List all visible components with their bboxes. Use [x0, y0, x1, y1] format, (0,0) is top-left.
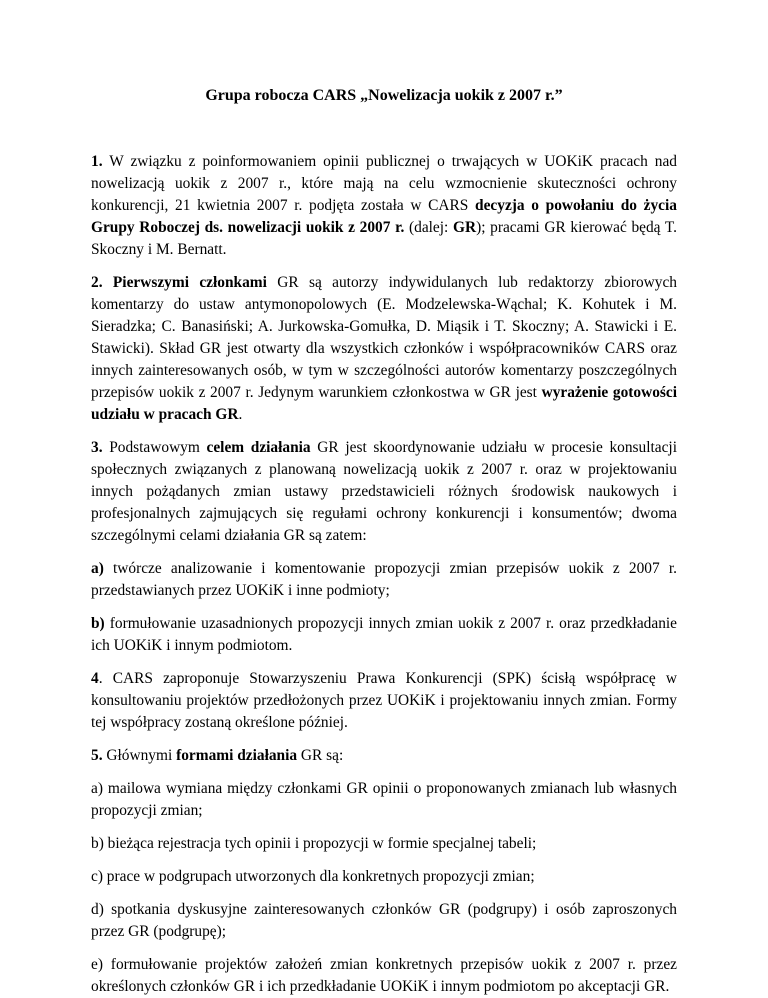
- text-run: GR są autorzy indywidulanych lub redaktorzy zbiorowych komentarzy do ustaw antymonopolowych (E. Modzelewska-Wąchal; K. Kohutek i M. Sieradzka; C. Banasiński; A. Jurkowska-Gomułka, D. Miąsik i T. Skoczny; A. Stawicki i E. Stawicki). Skład GR jest otwarty dla wszystkich członków i współpracowników CARS oraz innych zainteresowanych osób, w tym w szczególności autorów komentarzy poszczególnych przepisów uokik z 2007 r. Jedynym warunkiem członkostwa w GR jest: [91, 274, 677, 401]
- text-run: W związku z poinformowaniem opinii publicznej o trwających w UOKiK pracach nad nowelizacją uokik z 2007 r., które mają na celu wzmocnienie skuteczności ochrony konkurencji, 21 kwietnia 2007 r. podjęta została w CARS: [91, 153, 677, 214]
- bold-text: GR: [452, 219, 477, 236]
- paragraph: [91, 272, 677, 426]
- paragraph: [91, 833, 677, 855]
- bold-text: 2. Pierwszymi członkami: [91, 274, 267, 291]
- bold-text: 1.: [91, 153, 103, 170]
- paragraph: [91, 151, 677, 261]
- text-run: GR jest skoordynowanie udziału w procesie konsultacji społecznych związanych z planowaną nowelizacją uokik z 2007 r. oraz w projektowaniu innych pożądanych zmian ustawy przedstawicieli różnych środowisk naukowych i profesjonalnych zajmujących się regułami ochrony konkurencji i konsumentów; dwoma szczególnymi celami działania GR są zatem:: [91, 439, 677, 544]
- document-body: [91, 151, 677, 998]
- bold-text: decyzja o powołaniu do życia Grupy Roboczej ds. nowelizacji uokik z 2007 r.: [91, 197, 677, 236]
- paragraph: [91, 954, 677, 998]
- paragraph: [91, 899, 677, 943]
- text-run: a) mailowa wymiana między członkami GR opinii o proponowanych zmianach lub własnych propozycji zmian;: [91, 780, 677, 819]
- text-run: (dalej:: [404, 219, 453, 236]
- bold-text: b): [91, 615, 105, 632]
- bold-text: celem działania: [206, 439, 311, 456]
- text-run: Głównymi: [102, 747, 177, 764]
- text-run: . CARS zaproponuje Stowarzyszeniu Prawa Konkurencji (SPK) ścisłą współpracę w konsultowaniu projektów przedłożonych przez UOKiK i projektowaniu innych zmian. Formy tej współpracy zostaną określone później.: [91, 670, 677, 731]
- text-run: e) formułowanie projektów założeń zmian konkretnych przepisów uokik z 2007 r. przez określonych członków GR i ich przedkładanie UOKiK i innym podmiotom po akceptacji GR.: [91, 956, 677, 995]
- document-title: Grupa robocza CARS „Nowelizacja uokik z 2007 r.”: [205, 87, 563, 104]
- paragraph: [91, 437, 677, 547]
- text-run: Podstawowym: [102, 439, 207, 456]
- text-run: d) spotkania dyskusyjne zainteresowanych członków GR (podgrupy) i osób zaproszonych przez GR (podgrupę);: [91, 901, 677, 940]
- paragraph: [91, 613, 677, 657]
- paragraph: [91, 778, 677, 822]
- bold-text: 4: [91, 670, 99, 687]
- text-run: ); pracami GR kierować będą T. Skoczny i M. Bernatt.: [91, 219, 677, 258]
- paragraph: [91, 866, 677, 888]
- text-run: c) prace w podgrupach utworzonych dla konkretnych propozycji zmian;: [91, 868, 535, 885]
- text-run: twórcze analizowanie i komentowanie propozycji zmian przepisów uokik z 2007 r. przedstawianych przez UOKiK i inne podmioty;: [91, 560, 677, 599]
- text-run: b) bieżąca rejestracja tych opinii i propozycji w formie specjalnej tabeli;: [91, 835, 537, 852]
- text-run: .: [238, 406, 243, 423]
- bold-text: 5.: [91, 747, 103, 764]
- paragraph: [91, 745, 677, 767]
- text-run: formułowanie uzasadnionych propozycji innych zmian uokik z 2007 r. oraz przedkładanie ich UOKiK i innym podmiotom.: [91, 615, 677, 654]
- bold-text: wyrażenie gotowości udziału w pracach GR: [91, 384, 677, 423]
- bold-text: formami działania: [176, 747, 298, 764]
- bold-text: a): [91, 560, 104, 577]
- bold-text: 3.: [91, 439, 103, 456]
- paragraph: [91, 558, 677, 602]
- paragraph: [91, 668, 677, 734]
- text-run: GR są:: [297, 747, 344, 764]
